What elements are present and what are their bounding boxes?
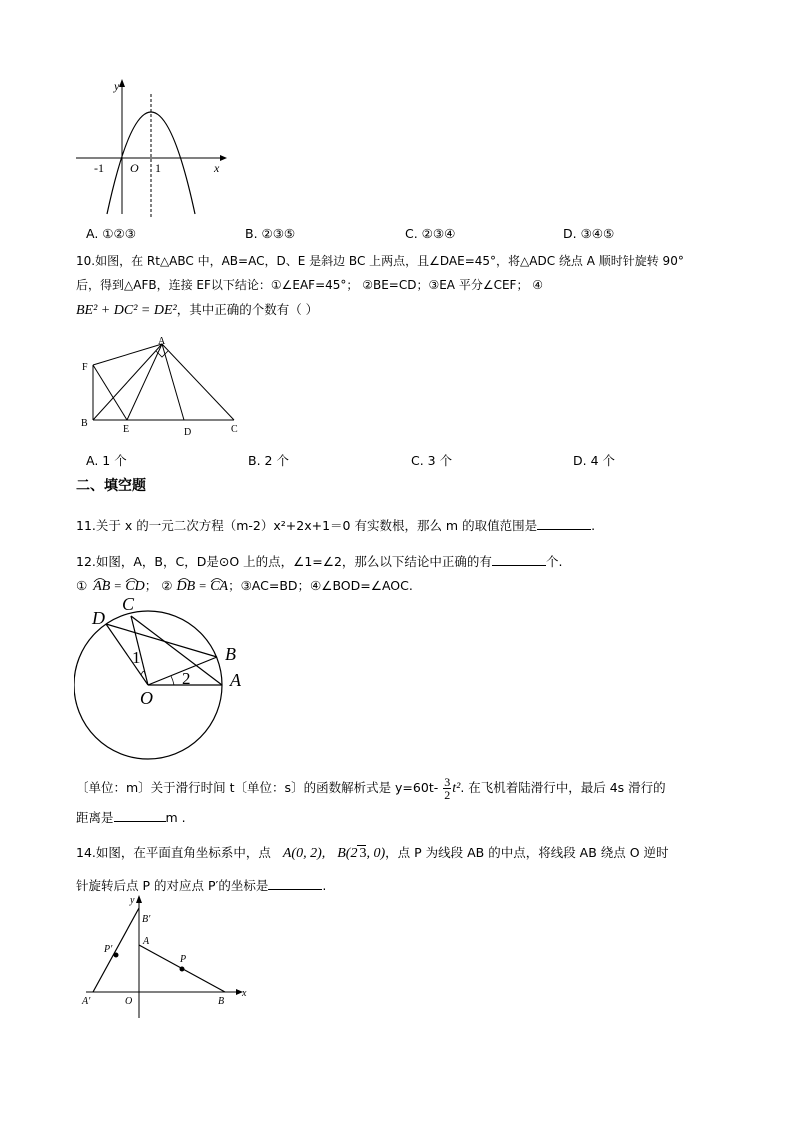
arc-db: DB [176,579,196,594]
q10-option-b[interactable]: B. 2 个 [248,453,289,468]
fig10-label-a: A [158,336,166,347]
q11-text-end: . [591,518,596,533]
fig14-label-y: y [130,895,135,906]
x-axis-label: x [214,161,220,175]
q12-eq1: = [114,579,122,593]
q13-frac-den: 2 [444,788,451,802]
q13-text-4: m . [165,810,186,825]
q12-line1 [76,552,562,570]
fig12-angle-2: 2 [182,669,191,688]
q10-option-c[interactable]: C. 3 个 [411,453,453,468]
tick-1-label: 1 [155,161,161,175]
fig12-angle-1: 1 [132,648,141,667]
q13-line2 [76,808,186,826]
q12-item1-num: ① [76,578,88,593]
origin-label: O [130,161,139,175]
fig12-label-o: O [140,688,153,708]
fig14-label-x: x [242,988,247,999]
q13-text-3: 距离是 [76,810,114,825]
q14-coordinate-figure [76,890,256,1022]
q14-text-3: 针旋转后点 P 的对应点 P′的坐标是 [76,878,269,893]
q10-line3-tail: ，其中正确的个数有（ ） [176,302,319,317]
q14-point-a: A(0, 2), [282,846,326,861]
fig10-label-b: B [81,418,88,429]
q13-line1 [76,776,666,801]
fig10-label-c: C [231,424,238,435]
q10-option-d[interactable]: D. 4 个 [573,453,615,468]
q10-line1: 10.如图，在 Rt△ABC 中，AB=AC，D、E 是斜边 BC 上两点，且∠DAE=45°，将△ADC 绕点 A 顺时针旋转 90° [76,254,684,268]
q12-answer-blank[interactable] [492,554,546,566]
x-axis-arrow [220,155,227,161]
q12-tail: ；③AC=BD；④∠BOD=∠AOC. [228,578,413,593]
parabola-curve [107,112,195,214]
fig14-label-aprime: A′ [82,996,91,1007]
fig12-label-c: C [122,594,135,614]
q12-eq2: = [199,579,207,593]
q10-line2: 后，得到△AFB，连接 EF以下结论：①∠EAF=45°； ②BE=CD；③EA 平分∠CEF； ④ [76,278,544,292]
fig14-label-a: A [143,936,150,947]
q13-frac-num: 3 [444,775,451,789]
q13-text-1: 〔单位：m〕关于滑行时间 t〔单位：s〕的函数解析式是 y=60t- [76,780,439,795]
arc-cd: CD [125,579,145,594]
fig14-label-p: P [180,954,187,965]
section2-title: 二、填空题 [76,478,146,494]
q10-option-a[interactable]: A. 1 个 [86,453,127,468]
q12-circle-figure [74,594,260,766]
q14-point-b-post: , 0) [366,846,386,861]
q12-line2 [76,576,413,595]
q9-option-c[interactable]: C. ②③④ [405,226,456,241]
q14-sqrt-radicand: 3 [359,846,367,861]
fig10-label-f: F [82,362,88,373]
q10-line3 [76,300,318,319]
q11-answer-blank[interactable] [537,518,591,530]
q12-sep1: ； [144,578,158,593]
q9-option-d[interactable]: D. ③④⑤ [563,226,615,241]
q12-item2-num: ② [161,578,173,593]
y-axis-arrow [119,79,125,87]
q12-text-end: 个. [545,554,563,569]
q14-answer-blank[interactable] [268,878,322,890]
q12-text: 12.如图，A，B，C，D是⊙O 上的点，∠1=∠2，那么以下结论中正确的有 [76,554,492,569]
q13-answer-blank[interactable] [114,810,166,822]
fig10-label-d: D [184,427,192,436]
q11-text: 11.关于 x 的一元二次方程（m-2）x²+2x+1＝0 有实数根，那么 m 的取值范围是 [76,518,538,533]
tick-neg1-label: -1 [94,161,104,175]
q13-fraction [443,776,451,801]
fig14-label-bprime: B′ [142,914,151,925]
fig12-label-d: D [92,608,105,628]
q14-text-1: 14.如图，在平面直角坐标系中，点 [76,845,271,860]
q13-t-squared: t² [452,781,461,796]
fig10-label-e: E [123,424,130,435]
fig14-label-b: B [218,996,225,1007]
y-axis-label: y [114,79,120,93]
q9-parabola-figure [70,74,230,220]
q14-point-b-pre: B(2 [337,846,358,861]
q10-formula: BE² + DC² = DE² [76,303,177,318]
q9-option-b[interactable]: B. ②③⑤ [245,226,296,241]
q10-triangle-figure [76,334,246,436]
q14-text-4: . [322,878,327,893]
q11-line [76,516,595,534]
fig12-label-b: B [225,644,236,664]
q14-point-b [337,846,385,861]
q9-option-a[interactable]: A. ①②③ [86,226,136,241]
fig12-label-a: A [230,670,241,690]
q13-text-2: . 在飞机着陆滑行中，最后 4s 滑行的 [460,780,666,795]
arc-ca: CA [210,579,229,594]
fig14-label-o: O [125,996,133,1007]
q14-text-2: ，点 P 为线段 AB 的中点，将线段 AB 绕点 O 逆时 [385,845,669,860]
q14-line1 [76,843,669,862]
arc-ab: AB [93,579,111,594]
fig14-label-pprime: P′ [104,944,113,955]
